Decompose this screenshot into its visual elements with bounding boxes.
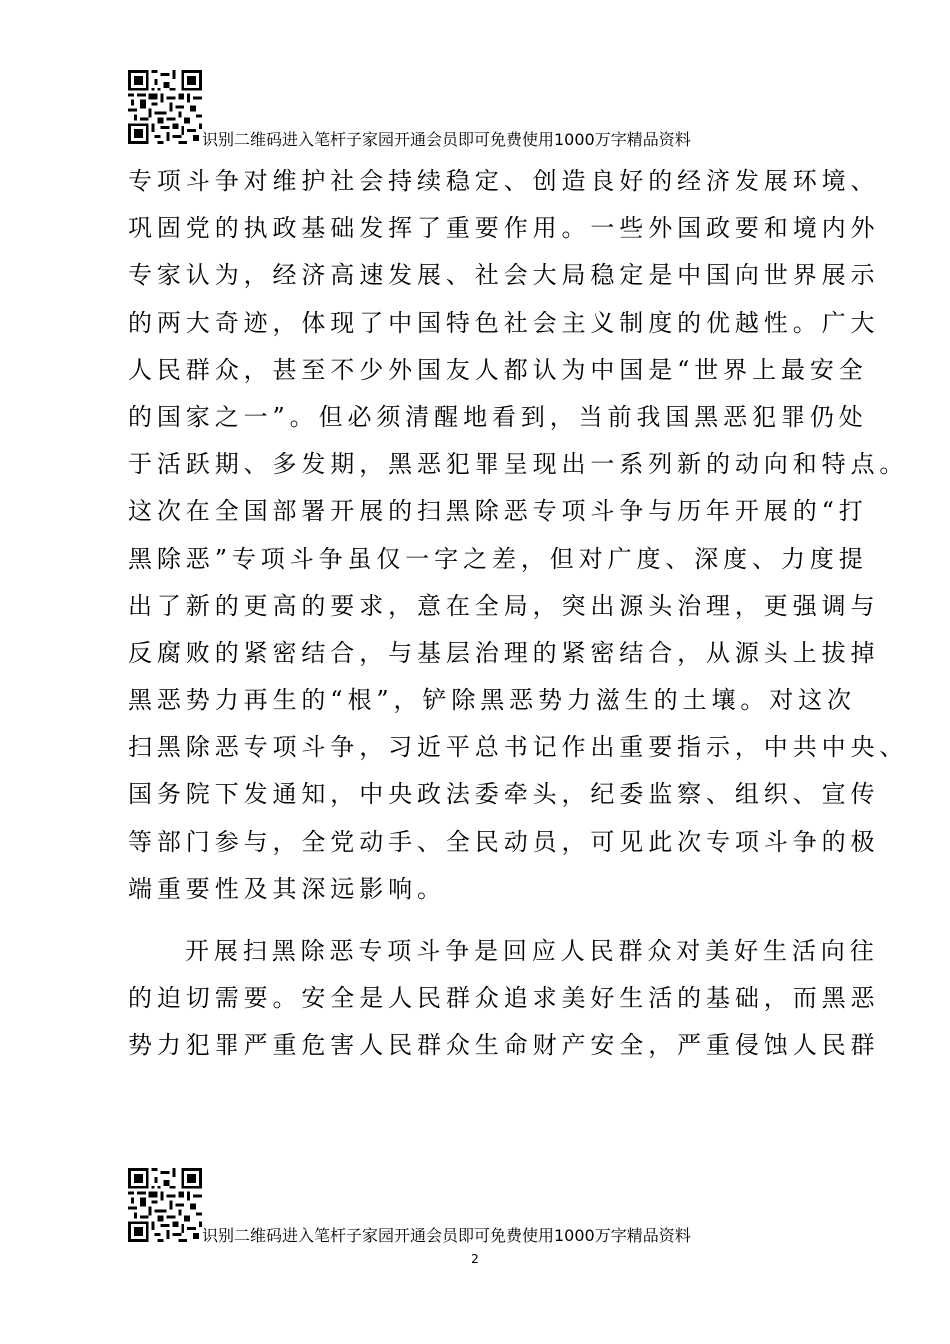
body-text <box>128 158 909 1070</box>
text-line: 国务院下发通知，中央政法委牵头，纪委监察、组织、宣传 <box>128 780 880 809</box>
text-line: 黑除恶”专项斗争虽仅一字之差，但对广度、深度、力度提 <box>128 544 868 573</box>
text-line: 的国家之一”。但必须清醒地看到，当前我国黑恶犯罪仍处 <box>128 402 868 431</box>
text-line: 势力犯罪严重危害人民群众生命财产安全，严重侵蚀人民群 <box>128 1031 880 1060</box>
text-line: 这次在全国部署开展的扫黑除恶专项斗争与历年开展的“打 <box>128 497 868 526</box>
text-line: 出了新的更高的要求，意在全局，突出源头治理，更强调与 <box>128 591 880 620</box>
text-line: 巩固党的执政基础发挥了重要作用。一些外国政要和境内外 <box>128 214 880 243</box>
text-line: 反腐败的紧密结合，与基层治理的紧密结合，从源头上拔掉 <box>128 638 880 667</box>
qr-code-icon <box>128 1168 202 1242</box>
paragraph-gap <box>128 913 848 928</box>
text-line: 于活跃期、多发期，黑恶犯罪呈现出一系列新的动向和特点。 <box>128 450 909 479</box>
text-line: 扫黑除恶专项斗争，习近平总书记作出重要指示，中共中央、 <box>128 733 909 762</box>
page-number: 2 <box>471 1252 479 1266</box>
header-caption: 识别二维码进入笔杆子家园开通会员即可免费使用1000万字精品资料 <box>202 130 691 149</box>
footer-caption: 识别二维码进入笔杆子家园开通会员即可免费使用1000万字精品资料 <box>202 1226 691 1245</box>
text-line: 专家认为，经济高速发展、社会大局稳定是中国向世界展示 <box>128 261 880 290</box>
qr-code-icon <box>128 70 202 144</box>
text-line: 开展扫黑除恶专项斗争是回应人民群众对美好生活向往 <box>185 937 879 965</box>
text-line: 的迫切需要。安全是人民群众追求美好生活的基础，而黑恶 <box>128 984 880 1013</box>
text-line: 端重要性及其深远影响。 <box>128 874 446 903</box>
text-line: 黑恶势力再生的“根”，铲除黑恶势力滋生的土壤。对这次 <box>128 686 856 715</box>
text-line: 专项斗争对维护社会持续稳定、创造良好的经济发展环境、 <box>128 167 880 195</box>
text-line: 人民群众，甚至不少外国友人都认为中国是“世界上最安全 <box>128 355 868 384</box>
text-line: 等部门参与，全党动手、全民动员，可见此次专项斗争的极 <box>128 827 880 856</box>
text-line: 的两大奇迹，体现了中国特色社会主义制度的优越性。广大 <box>128 308 880 337</box>
